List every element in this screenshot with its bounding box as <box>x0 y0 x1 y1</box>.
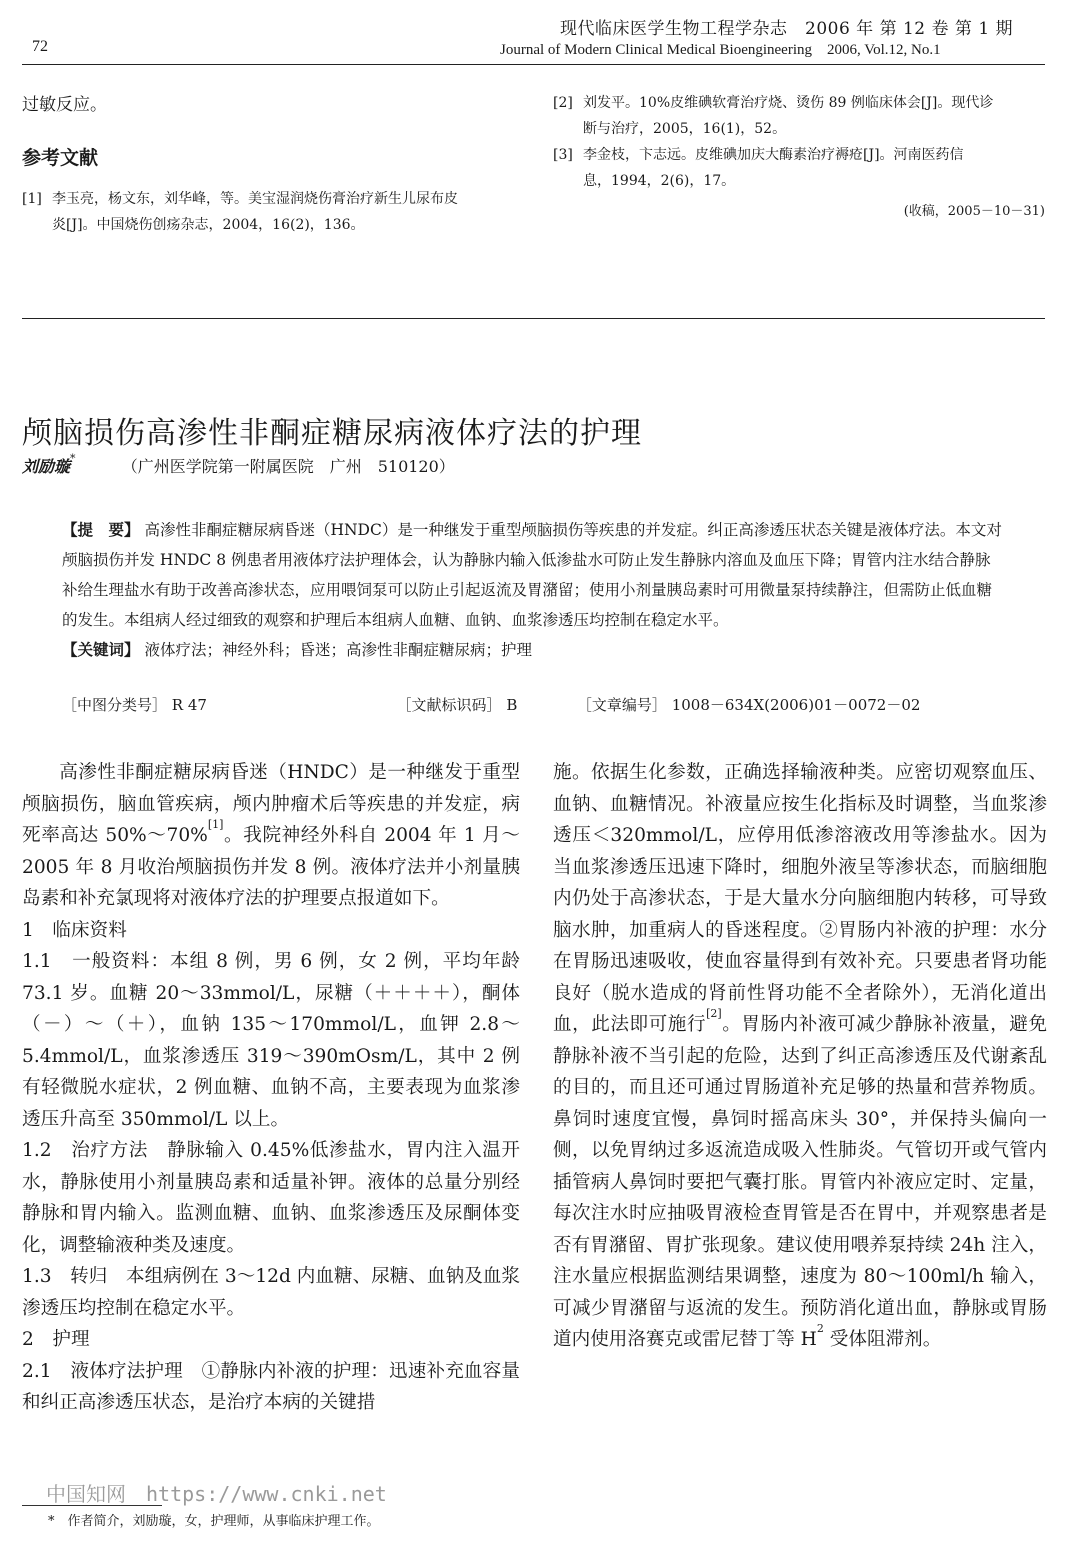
intro-text: 高渗性非酮症糖尿病昏迷（HNDC）是一种继发于重型颅脑损伤，脑血管疾病，颅内肿瘤术后等疾患的并发症，病死率高达 50%～70% <box>22 762 520 846</box>
reference-text: 李金枝，卞志远。皮维碘加庆大酶素治疗褥疮[J]。河南医药信 <box>583 147 964 163</box>
received-date: (收稿，2005－10－31) <box>903 204 1045 219</box>
body-text-cont: 。胃肠内补液可减少静脉补液量，避免静脉补液不当引起的危险，达到了纠正高渗透压及代谢紊乱的目的，而且还可通过胃肠道补充足够的热量和营养物质。鼻饲时速度宜慢，鼻饲时摇高床头 30°，并保持头偏向一侧，以免胃纳过多返流造成吸入性肺炎。气管切开或气管内插管病人鼻饲时要把气囊打胀。胃管内补液应定时、定量，每次注水时应抽吸胃液检查胃管是否在胃中，并观察患者是否有胃潴留、胃扩张现象。建议使用喂养泵持续 24h 注入，注水量应根据监测结果调整，速度为 80～100ml/h 输入，可减少胃潴留与返流的发生。预防消化道出血，静脉或胃肠道内使用洛赛克或雷尼替丁等 H <box>553 1014 1047 1350</box>
prev-article-tail: 过敏反应。 <box>22 95 107 115</box>
reference-text-cont: 炎[J]。中国烧伤创疡杂志，2004，16(2)，136。 <box>52 217 365 233</box>
article-id-value: 1008－634X(2006)01－0072－02 <box>671 696 921 714</box>
clc-value: R 47 <box>171 696 207 714</box>
citation: [1] <box>207 818 224 831</box>
article-separator <box>22 318 1045 319</box>
footnote-rule <box>22 1505 162 1506</box>
doc-code-label: ［文献标识码］ <box>396 696 502 714</box>
reference-item <box>553 142 1047 194</box>
cnki-watermark: 中国知网 https://www.cnki.net <box>46 1482 387 1506</box>
reference-number: [3] <box>553 147 573 163</box>
references-heading: 参考文献 <box>22 147 99 169</box>
section-1-1: 1.1 一般资料：本组 8 例，男 6 例，女 2 例，平均年龄 73.1 岁。血糖 20～33mmol/L，尿糖（＋＋＋＋），酮体（－）～（＋），血钠 135～170mmol/L，血钾 2.8～5.4mmol/L，血浆渗透压 319～390mOsm/L，其中 2 例有轻微脱水症状，2 例血糖、血钠不高，主要表现为血浆渗透压升高至 350mmol/L 以上。 <box>22 951 520 1130</box>
abstract-text: 高渗性非酮症糖尿病昏迷（HNDC）是一种继发于重型颅脑损伤等疾患的并发症。纠正高渗透压状态关键是液体疗法。本文对颅脑损伤并发 HNDC 8 例患者用液体疗法护理体会，认为静脉内输入低渗盐水可防止发生静脉内溶血及血压下降；胃管内注水结合静脉补给生理盐水有助于改善高渗状态，应用喂饲泵可以防止引起返流及胃潴留；使用小剂量胰岛素时可用微量泵持续静注，但需防止低血糖的发生。本组病人经过细致的观察和护理后本组病人血糖、血钠、血浆渗透压均控制在稳定水平。 <box>62 521 1002 629</box>
abstract <box>62 515 1004 665</box>
abstract-label: 【提 要】 <box>62 520 140 539</box>
superscript: 2 <box>816 1322 824 1335</box>
body-left-column <box>22 757 520 1419</box>
author-line <box>22 454 455 477</box>
reference-text-cont: 息，1994，2(6)，17。 <box>583 173 736 189</box>
body-text-end: 受体阻滞剂。 <box>823 1329 942 1350</box>
doc-code-value: B <box>506 696 518 714</box>
article-id-label: ［文章编号］ <box>576 696 667 714</box>
section-1-3: 1.3 转归 本组病例在 3～12d 内血糖、尿糖、血钠及血浆渗透压均控制在稳定水平。 <box>22 1266 520 1319</box>
page-number: 72 <box>32 38 48 55</box>
reference-text-cont: 断与治疗，2005，16(1)，52。 <box>583 121 787 137</box>
body-right-column <box>553 757 1047 1356</box>
reference-number: [1] <box>22 191 42 207</box>
intro-paragraph <box>22 757 520 915</box>
intro-text-cont: 。我院神经外科自 2004 年 1 月～2005 年 8 月收治颅脑损伤并发 8 例。液体疗法并小剂量胰岛素和补充氯现将对液体疗法的护理要点报道如下。 <box>22 825 520 909</box>
reference-list-right <box>553 90 1047 194</box>
section-2-1-cont <box>553 757 1047 1356</box>
journal-title-en: Journal of Modern Clinical Medical Bioengineering 2006, Vol.12, No.1 <box>500 42 941 58</box>
section-1-2: 1.2 治疗方法 静脉输入 0.45%低渗盐水，胃内注入温开水，静脉使用小剂量胰岛素和适量补钾。液体的总量分别经静脉和胃内输入。监测血糖、血钠、血浆渗透压及尿酮体变化，调整输液种类及速度。 <box>22 1140 520 1256</box>
classification-line <box>62 694 1004 715</box>
reference-item <box>553 90 1047 142</box>
section-heading-1: 1 临床资料 <box>22 919 127 941</box>
clc-label: ［中图分类号］ <box>62 696 168 714</box>
reference-item <box>22 186 522 238</box>
reference-number: [2] <box>553 95 573 111</box>
body-text: 施。依据生化参数，正确选择输液种类。应密切观察血压、血钠、血糖情况。补液量应按生化指标及时调整，当血浆渗透压＜320mmol/L，应停用低渗溶液改用等渗盐水。因为当血浆渗透压迅速下降时，细胞外液呈等渗状态，而脑细胞内仍处于高渗状态，于是大量水分向脑细胞内转移，可导致脑水肿，加重病人的昏迷程度。②胃肠内补液的护理：水分在胃肠迅速吸收，使血容量得到有效补充。只要患者肾功能良好（脱水造成的肾前性肾功能不全者除外），无消化道出血，此法即可施行 <box>553 762 1047 1035</box>
journal-title-cn: 现代临床医学生物工程学杂志 2006 年 第 12 卷 第 1 期 <box>560 19 1014 39</box>
reference-list-left <box>22 186 522 238</box>
keywords-text: 液体疗法；神经外科；昏迷；高渗性非酮症糖尿病；护理 <box>144 641 532 659</box>
section-heading-2: 2 护理 <box>22 1329 90 1350</box>
article-title: 颅脑损伤高渗性非酮症糖尿病液体疗法的护理 <box>22 416 642 451</box>
author-affiliation: （广州医学院第一附属医院 广州 510120） <box>121 457 455 476</box>
author-footnote: * 作者简介，刘励璇，女，护理师，从事临床护理工作。 <box>48 1514 380 1529</box>
header-rule <box>22 64 1045 65</box>
keywords-label: 【关键词】 <box>62 640 140 659</box>
section-2-1: 2.1 液体疗法护理 ①静脉内补液的护理：迅速补充血容量和纠正高渗透压状态，是治疗本病的关键措 <box>22 1360 520 1413</box>
author-name: 刘励璇 <box>22 457 71 476</box>
reference-text: 李玉亮，杨文东，刘华峰，等。美宝湿润烧伤膏治疗新生儿尿布皮 <box>52 191 458 207</box>
citation: [2] <box>706 1007 722 1020</box>
reference-text: 刘发平。10%皮维碘软膏治疗烧、烫伤 89 例临床体会[J]。现代诊 <box>583 95 994 111</box>
author-footnote-mark: * <box>70 452 76 465</box>
